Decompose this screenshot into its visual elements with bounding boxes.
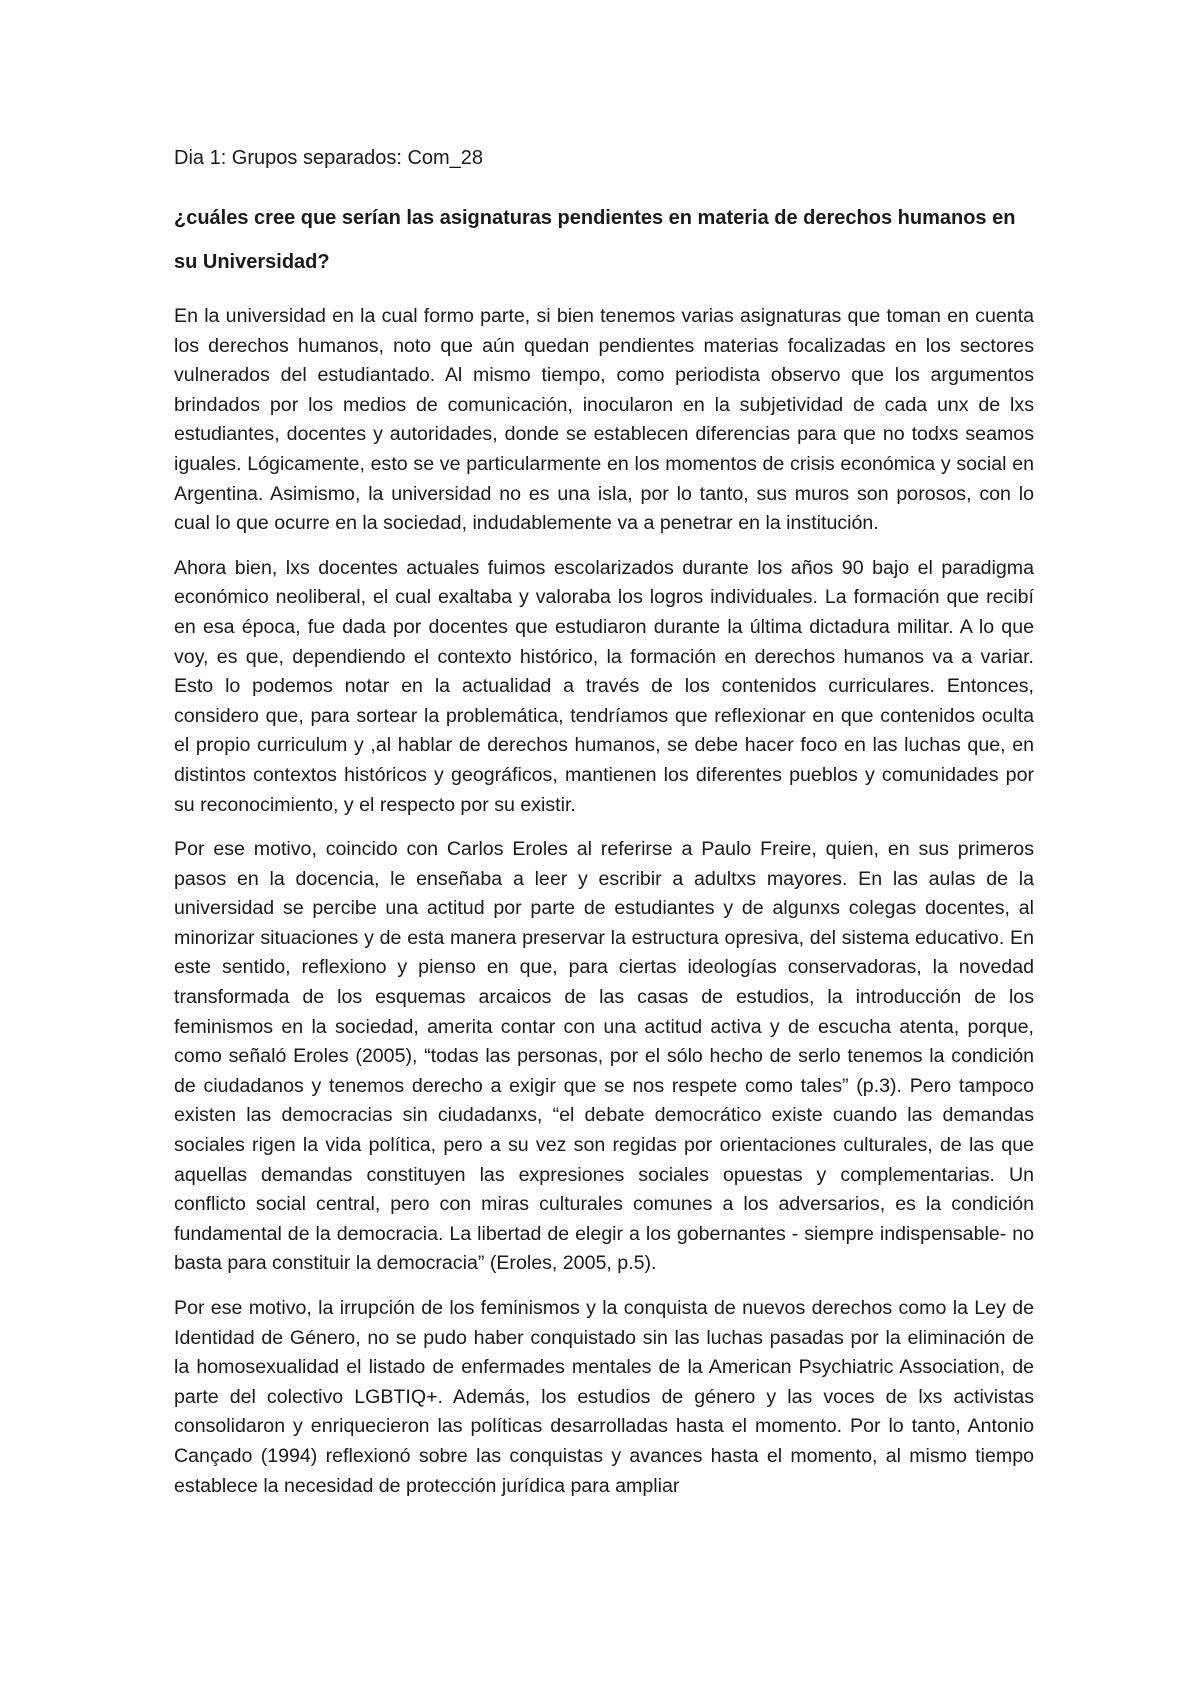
paragraph-3: Por ese motivo, coincido con Carlos Eroles al referirse a Paulo Freire, quien, en sus primeros pasos en la docencia, le enseñaba a leer y escribir a adultxs mayores. En las aulas de la universidad se percibe una actitud por parte de estudiantes y de algunxs colegas docentes, al minorizar situaciones y de esta manera preservar la estructura opresiva, del sistema educativo. En este sentido, reflexiono y pienso en que, para ciertas ideologías conservadoras, la novedad transformada de los esquemas arcaicos de las casas de estudios, la introducción de los feminismos en la sociedad, amerita contar con una actitud activa y de escucha atenta, porque, como señaló Eroles (2005), “todas las personas, por el sólo hecho de serlo tenemos la condición de ciudadanos y tenemos derecho a exigir que se nos respete como tales” (p.3). Pero tampoco existen las democracias sin ciudadanxs, “el debate democrático existe cuando las demandas sociales rigen la vida política, pero a su vez son regidas por orientaciones culturales, de las que aquellas demandas constituyen las expresiones sociales opuestas y complementarias. Un conflicto social central, pero con miras culturales comunes a los adversarios, es la condición fundamental de la democracia. La libertad de elegir a los gobernantes - siempre indispensable- no basta para constituir la democracia” (Eroles, 2005, p.5). bbox=[174, 838, 1034, 1275]
document-page bbox=[174, 144, 1034, 1516]
document-question: ¿cuáles cree que serían las asignaturas pendientes en materia de derechos humanos en su Universidad? bbox=[174, 207, 1016, 273]
document-title: Dia 1: Grupos separados: Com_28 bbox=[174, 147, 484, 169]
paragraph-4: Por ese motivo, la irrupción de los feminismos y la conquista de nuevos derechos como la Ley de Identidad de Género, no se pudo haber conquistado sin las luchas pasadas por la eliminación de la homosexualidad el listado de enfermades mentales de la American Psychiatric Association, de parte del colectivo LGBTIQ+. Además, los estudios de género y las voces de lxs activistas consolidaron y enriquecieron las políticas desarrolladas hasta el momento. Por lo tanto, Antonio Cançado (1994) reflexionó sobre las conquistas y avances hasta el momento, al mismo tiempo establece la necesidad de protección jurídica para ampliar bbox=[174, 1297, 1034, 1497]
paragraph-2: Ahora bien, lxs docentes actuales fuimos escolarizados durante los años 90 bajo el paradigma económico neoliberal, el cual exaltaba y valoraba los logros individuales. La formación que recibí en esa época, fue dada por docentes que estudiaron durante la última dictadura militar. A lo que voy, es que, dependiendo el contexto histórico, la formación en derechos humanos va a variar. Esto lo podemos notar en la actualidad a través de los contenidos curriculares. Entonces, considero que, para sortear la problemática, tendríamos que reflexionar en que contenidos oculta el propio curriculum y ,al hablar de derechos humanos, se debe hacer foco en las luchas que, en distintos contextos históricos y geográficos, mantienen los diferentes pueblos y comunidades por su reconocimiento, y el respecto por su existir. bbox=[174, 556, 1034, 816]
paragraph-1: En la universidad en la cual formo parte, si bien tenemos varias asignaturas que toman en cuenta los derechos humanos, noto que aún quedan pendientes materias focalizadas en los sectores vulnerados del estudiantado. Al mismo tiempo, como periodista observo que los argumentos brindados por los medios de comunicación, inocularon en la subjetividad de cada unx de lxs estudiantes, docentes y autoridades, donde se establecen diferencias para que no todxs seamos iguales. Lógicamente, esto se ve particularmente en los momentos de crisis económica y social en Argentina. Asimismo, la universidad no es una isla, por lo tanto, sus muros son porosos, con lo cual lo que ocurre en la sociedad, indudablemente va a penetrar en la institución. bbox=[174, 305, 1034, 535]
